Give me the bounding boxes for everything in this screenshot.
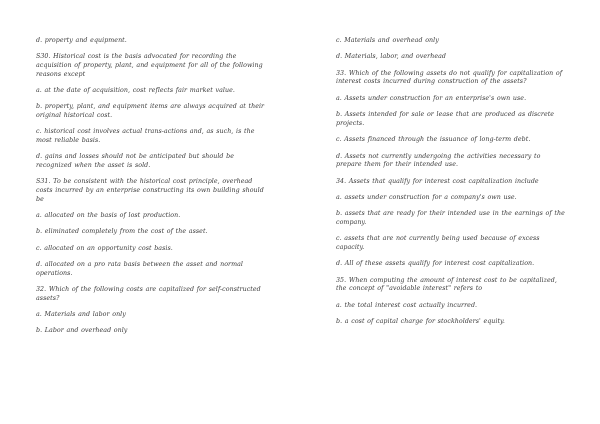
answer-option-c-q30: c. historical cost involves actual trans-actions and, as such, is the most reliable basis. (36, 128, 255, 144)
answer-option-b-q32: b. Labor and overhead only (36, 327, 128, 335)
answer-option-a-q35: a. the total interest cost actually incurred. (336, 301, 478, 309)
answer-option-b-q31: b. eliminated completely from the cost of the asset. (36, 228, 208, 236)
answer-option-a-q31: a. allocated on the basis of lost production. (36, 211, 181, 219)
answer-option-b-q35: b. a cost of capital charge for stockholders' equity. (336, 318, 505, 326)
answer-option-c-q31: c. allocated on an opportunity cost basis. (36, 244, 173, 252)
answer-option-c-q34: c. assets that are not currently being used because of excess capacity. (336, 235, 540, 251)
answer-option-b-q30: b. property, plant, and equipment items are always acquired at their original historical cost. (36, 103, 265, 119)
answer-option-a-q34: a. assets under construction for a company's own use. (336, 193, 517, 201)
answer-option-d-q32: d. Materials, labor, and overhead (336, 53, 446, 61)
left-column (36, 37, 268, 344)
answer-option-d-q29: d. property and equipment. (36, 37, 127, 44)
answer-option-a-q30: a. at the date of acquisition, cost reflects fair market value. (36, 86, 235, 94)
answer-option-b-q34: b. assets that are ready for their intended use in the earnings of the company. (336, 210, 565, 226)
question-33: 33. Which of the following assets do not qualify for capitalization of interest costs incurred during construction of the assets? (336, 69, 563, 86)
answer-option-b-q33: b. Assets intended for sale or lease that are produced as discrete projects. (336, 111, 555, 127)
answer-option-d-q30: d. gains and losses should not be anticipated but should be recognized when the asset is sold. (36, 153, 234, 169)
question-30: S30. Historical cost is the basis advocated for recording the acquisition of property, plant, and equipment for all of the following reasons except (36, 53, 263, 78)
answer-option-d-q33: d. Assets not currently undergoing the activities necessary to prepare them for their intended use. (336, 152, 541, 169)
answer-option-a-q33: a. Assets under construction for an enterprise's own use. (336, 94, 527, 102)
answer-option-d-q31: d. allocated on a pro rata basis between the asset and normal operations. (36, 261, 243, 277)
question-32: 32. Which of the following costs are capitalized for self-constructed assets? (36, 286, 261, 302)
question-31: S31. To be consistent with the historical cost principle, overhead costs incurred by an enterprise constructing its own building should be (36, 178, 264, 203)
answer-option-c-q33: c. Assets financed through the issuance of long-term debt. (336, 136, 531, 144)
answer-option-d-q34: d. All of these assets qualify for interest cost capitalization. (336, 260, 535, 268)
question-34: 34. Assets that qualify for interest cost capitalization include (336, 177, 539, 185)
answer-option-a-q32: a. Materials and labor only (36, 311, 126, 319)
right-column (336, 37, 568, 334)
answer-option-c-q32: c. Materials and overhead only (336, 37, 439, 44)
question-35: 35. When computing the amount of interest cost to be capitalized, the concept of "avoidable interest" refers to (336, 276, 557, 293)
